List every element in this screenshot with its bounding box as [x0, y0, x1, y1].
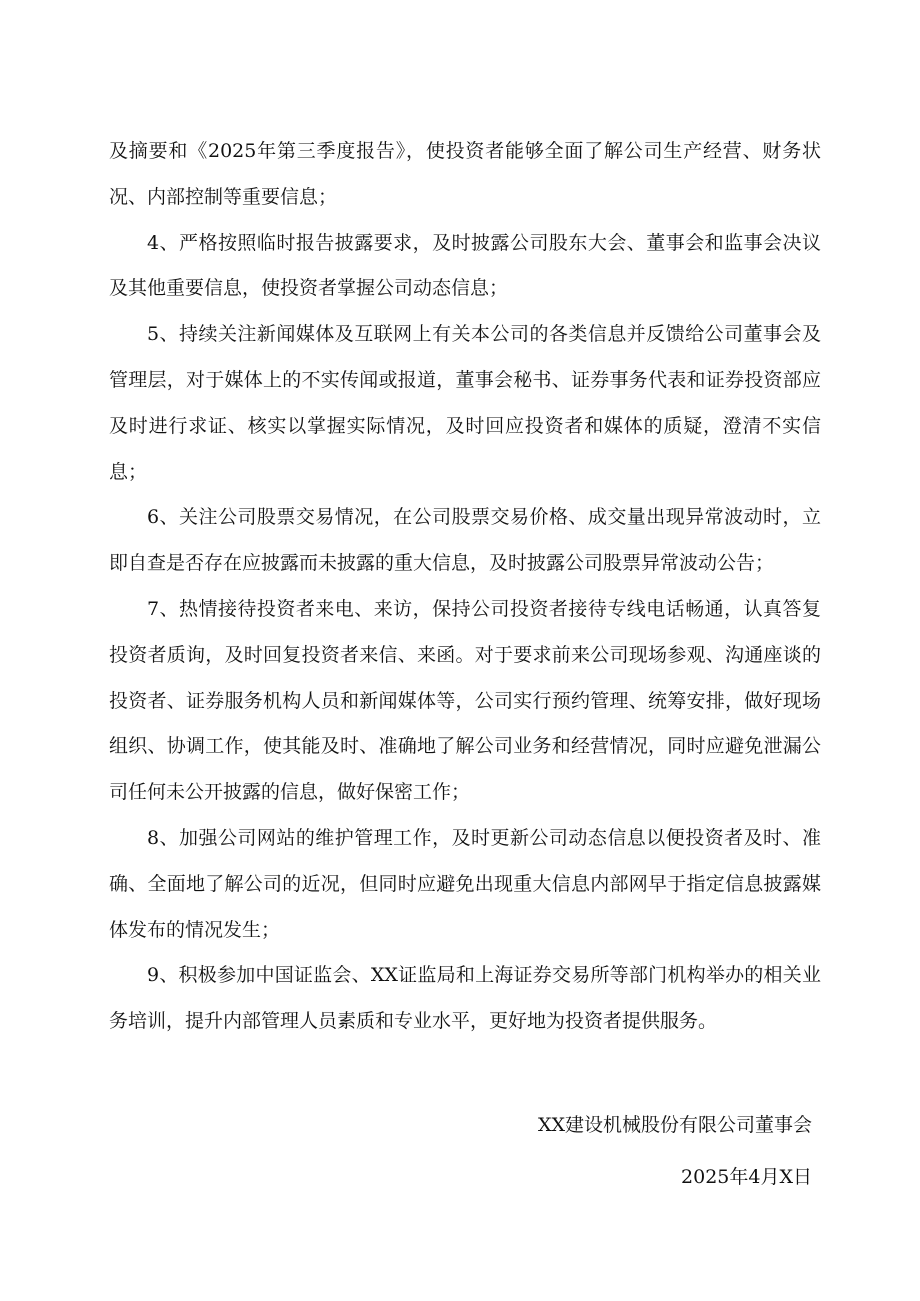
document-body	[109, 129, 821, 1045]
paragraph-item-8: 8、加强公司网站的维护管理工作，及时更新公司动态信息以便投资者及时、准确、全面地了解公司的近况，但同时应避免出现重大信息内部网早于指定信息披露媒体发布的情况发生；	[109, 826, 821, 941]
paragraph-item-4: 4、严格按照临时报告披露要求，及时披露公司股东大会、董事会和监事会决议及其他重要信息，使投资者掌握公司动态信息；	[109, 231, 821, 300]
signature-organization: XX建设机械股份有限公司董事会	[537, 1114, 812, 1136]
paragraph-item-7: 7、热情接待投资者来电、来访，保持公司投资者接待专线电话畅通，认真答复投资者质询，及时回复投资者来信、来函。对于要求前来公司现场参观、沟通座谈的投资者、证券服务机构人员和新闻媒体等，公司实行预约管理、统筹安排，做好现场组织、协调工作，使其能及时、准确地了解公司业务和经营情况，同时应避免泄漏公司任何未公开披露的信息，做好保密工作；	[109, 597, 821, 804]
paragraph-item-6: 6、关注公司股票交易情况，在公司股票交易价格、成交量出现异常波动时，立即自查是否存在应披露而未披露的重大信息，及时披露公司股票异常波动公告；	[109, 506, 821, 575]
paragraph-item-5: 5、持续关注新闻媒体及互联网上有关本公司的各类信息并反馈给公司董事会及管理层，对于媒体上的不实传闻或报道，董事会秘书、证券事务代表和证券投资部应及时进行求证、核实以掌握实际情况，及时回应投资者和媒体的质疑，澄清不实信息；	[109, 323, 821, 483]
paragraph-continuation: 及摘要和《2025年第三季度报告》，使投资者能够全面了解公司生产经营、财务状况、内部控制等重要信息；	[109, 140, 821, 208]
paragraph-item-9: 9、积极参加中国证监会、XX证监局和上海证券交易所等部门机构举办的相关业务培训，提升内部管理人员素质和专业水平，更好地为投资者提供服务。	[109, 964, 821, 1033]
signature-date: 2025年4月X日	[681, 1166, 812, 1188]
